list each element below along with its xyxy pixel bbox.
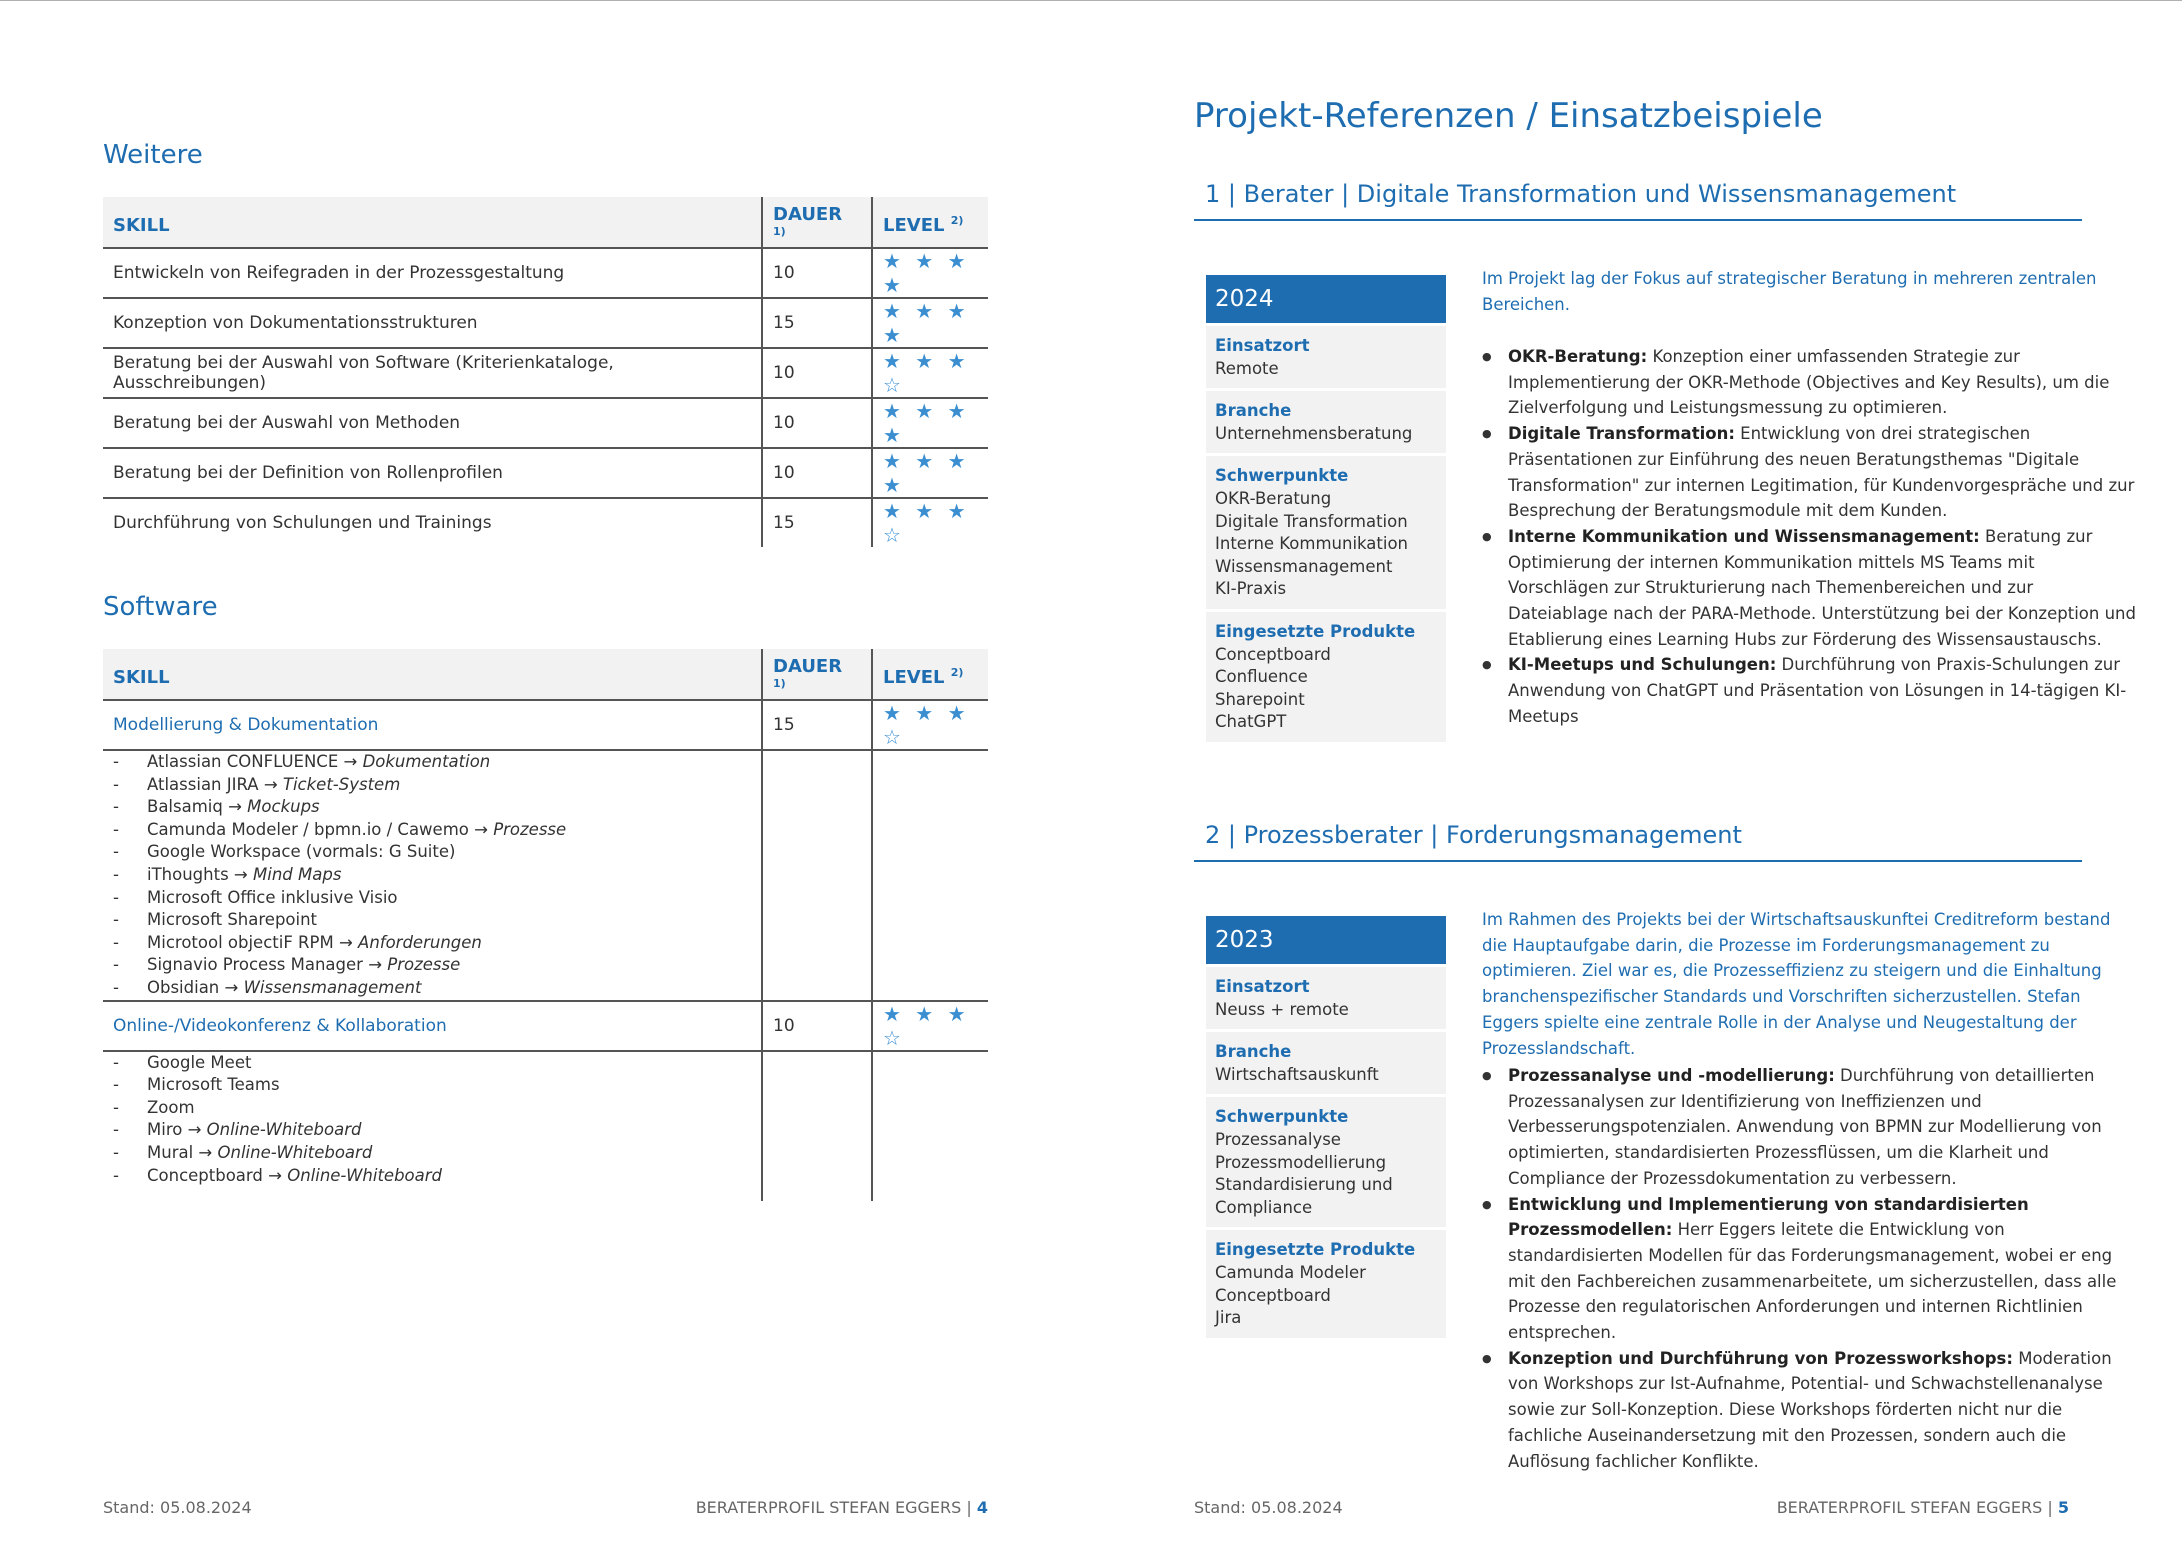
list-item: - Microsoft Office inklusive Visio xyxy=(147,887,751,910)
info-block-einsatzort: Einsatzort Neuss + remote xyxy=(1206,967,1446,1029)
project-heading-1: 1 | Berater | Digitale Transformation und Wissensmanagement xyxy=(1205,180,1957,208)
page-number: 5 xyxy=(2057,1498,2069,1517)
project-sidebar-1 xyxy=(1206,275,1446,742)
header-dauer: DAUER $^{1)}$ xyxy=(762,649,872,700)
empty-cell xyxy=(872,1051,988,1202)
header-level: LEVEL $^{2)}$ xyxy=(872,649,988,700)
level-stars: ★ ★ ★ ☆ xyxy=(872,700,988,750)
dauer-cell: 10 xyxy=(762,1001,872,1051)
info-block-branche: Branche Wirtschaftsauskunft xyxy=(1206,1032,1446,1094)
header-level: LEVEL $^{2)}$ xyxy=(872,197,988,248)
category-cell: Online-/Videokonferenz & Kollaboration xyxy=(103,1001,762,1051)
skill-cell: Konzeption von Dokumentationsstrukturen xyxy=(103,298,762,348)
list-item: ● Digitale Transformation: Entwicklung von drei strategischen Präsentationen zur Einführung des neuen Beratungsthemas "Digitale Transformation" zur internen Legitimation, für Kundenvorgespräche und zur Besprechung der Beratungsmodule mit dem Kunden. xyxy=(1508,421,2138,524)
skill-cell: Beratung bei der Auswahl von Software (Kriterienkataloge, Ausschreibungen) xyxy=(103,348,762,398)
category-row xyxy=(103,1001,988,1051)
project-year: 2024 xyxy=(1206,275,1446,323)
dauer-cell: 15 xyxy=(762,498,872,547)
category-row xyxy=(103,700,988,750)
table-header xyxy=(103,649,988,700)
list-item: - Microtool objectiF RPM → Anforderungen xyxy=(147,932,751,955)
table-row xyxy=(103,448,988,498)
list-item: - Microsoft Teams xyxy=(147,1074,751,1097)
list-item: - Camunda Modeler / bpmn.io / Cawemo → Prozesse xyxy=(147,819,751,842)
list-item: - Google Meet xyxy=(147,1052,751,1075)
dauer-cell: 10 xyxy=(762,348,872,398)
dauer-cell: 15 xyxy=(762,700,872,750)
skill-cell: Beratung bei der Auswahl von Methoden xyxy=(103,398,762,448)
level-stars: ★ ★ ★ ★ xyxy=(872,398,988,448)
skill-cell: Entwickeln von Reifegraden in der Prozessgestaltung xyxy=(103,248,762,298)
list-item: - Signavio Process Manager → Prozesse xyxy=(147,954,751,977)
level-stars: ★ ★ ★ ★ xyxy=(872,298,988,348)
list-item: ● KI-Meetups und Schulungen: Durchführung von Praxis-Schulungen zur Anwendung von ChatGPT und Präsentation von Lösungen in 14-tägigen KI-Meetups xyxy=(1508,652,2138,729)
page-number: 4 xyxy=(976,1498,988,1517)
category-cell: Modellierung & Dokumentation xyxy=(103,700,762,750)
project-intro-1: Im Projekt lag der Fokus auf strategischer Beratung in mehreren zentralen Bereichen. xyxy=(1482,269,2097,314)
empty-cell xyxy=(762,1051,872,1202)
section-title-weitere: Weitere xyxy=(103,140,203,170)
project-intro-2: Im Rahmen des Projekts bei der Wirtschaftsauskunftei Creditreform bestand die Hauptaufgabe darin, die Prozesse im Forderungsmanagement zu optimieren. Ziel war es, die Prozesseffizienz zu steigern und die Einhaltung branchenspezifischer Standards und Vorschriften sicherzustellen. Stefan Eggers spielte eine zentrale Rolle in der Analyse und Neugestaltung der Prozesslandschaft. xyxy=(1482,910,2111,1058)
project-bullets-2 xyxy=(1482,1063,2138,1474)
dauer-cell: 15 xyxy=(762,298,872,348)
dauer-cell: 10 xyxy=(762,248,872,298)
skill-cell: Beratung bei der Definition von Rollenprofilen xyxy=(103,448,762,498)
project-sidebar-2 xyxy=(1206,916,1446,1338)
list-item: - Zoom xyxy=(147,1097,751,1120)
tool-list-cell xyxy=(103,750,762,1001)
info-block-produkte: Eingesetzte Produkte Conceptboard Confluence Sharepoint ChatGPT xyxy=(1206,612,1446,742)
heading-rule xyxy=(1194,219,2082,221)
page-title: Projekt-Referenzen / Einsatzbeispiele xyxy=(1194,96,1823,136)
list-item: - Atlassian CONFLUENCE → Dokumentation xyxy=(147,751,751,774)
project-year: 2023 xyxy=(1206,916,1446,964)
list-item: ● Interne Kommunikation und Wissensmanagement: Beratung zur Optimierung der internen Kommunikation mittels MS Teams mit Vorschlägen zur Strukturierung nach Themenbereichen und zur Dateiablage nach der PARA-Methode. Unterstützung bei der Konzeption und Etablierung eines Learning Hubs zur Förderung des Wissensaustauschs. xyxy=(1508,524,2138,653)
header-skill: SKILL xyxy=(103,649,762,700)
level-stars: ★ ★ ★ ★ xyxy=(872,248,988,298)
list-item: - Mural → Online-Whiteboard xyxy=(147,1142,751,1165)
skill-cell: Durchführung von Schulungen und Trainings xyxy=(113,513,492,533)
table-header xyxy=(103,197,988,248)
list-item: ● OKR-Beratung: Konzeption einer umfassenden Strategie zur Implementierung der OKR-Methode (Objectives and Key Results), um die Zielverfolgung und Leistungsmessung zu optimieren. xyxy=(1508,344,2138,421)
info-block-schwerpunkte: Schwerpunkte Prozessanalyse Prozessmodellierung Standardisierung und Compliance xyxy=(1206,1097,1446,1227)
header-dauer: DAUER $^{1)}$ xyxy=(762,197,872,248)
list-item: ● Entwicklung und Implementierung von standardisierten Prozessmodellen: Herr Eggers leitete die Entwicklung von standardisierten Modellen für das Forderungsmanagement, wobei er eng mit den Fachbereichen zusammenarbeitete, um sicherzustellen, dass alle Prozesse den regulatorischen Anforderungen und internen Richtlinien entsprechen. xyxy=(1508,1192,2138,1346)
list-item: - Microsoft Sharepoint xyxy=(147,909,751,932)
list-item: - Obsidian → Wissensmanagement xyxy=(147,977,751,1000)
list-item: - Balsamiq → Mockups xyxy=(147,796,751,819)
empty-cell xyxy=(762,750,872,1001)
info-block-branche: Branche Unternehmensberatung xyxy=(1206,391,1446,453)
list-item: - iThoughts → Mind Maps xyxy=(147,864,751,887)
list-item: - Atlassian JIRA → Ticket-System xyxy=(147,774,751,797)
list-item: ● Prozessanalyse und -modellierung: Durchführung von detaillierten Prozessanalysen zur Identifizierung von Ineffizienzen und Verbesserungspotenzialen. Anwendung von BPMN zur Modellierung von optimierten, standardisierten Prozessflüssen, um die Klarheit und Compliance der Prozessdokumentation zu verbessern. xyxy=(1508,1063,2138,1192)
list-item: - Conceptboard → Online-Whiteboard xyxy=(147,1165,751,1188)
info-block-einsatzort: Einsatzort Remote xyxy=(1206,326,1446,388)
empty-cell xyxy=(872,750,988,1001)
table-row xyxy=(103,498,988,547)
footer-date: Stand: 05.08.2024 xyxy=(103,1498,252,1517)
level-stars: ★ ★ ★ ☆ xyxy=(872,498,988,547)
dauer-cell: 10 xyxy=(762,448,872,498)
list-item: - Miro → Online-Whiteboard xyxy=(147,1119,751,1142)
table-row xyxy=(103,398,988,448)
heading-rule xyxy=(1194,860,2082,862)
tool-list-cell xyxy=(103,1051,762,1202)
tool-list xyxy=(113,1052,751,1188)
tool-list-row xyxy=(103,750,988,1001)
level-stars: ★ ★ ★ ★ xyxy=(872,448,988,498)
info-block-produkte: Eingesetzte Produkte Camunda Modeler Conceptboard Jira xyxy=(1206,1230,1446,1337)
table-row xyxy=(103,248,988,298)
list-item: ● Konzeption und Durchführung von Prozessworkshops: Moderation von Workshops zur Ist-Aufnahme, Potential- und Schwachstellenanalyse sowie zur Soll-Konzeption. Diese Workshops förderten nicht nur die fachliche Auseinandersetzung mit den Prozessen, sondern auch die Auflösung fachlicher Konflikte. xyxy=(1508,1346,2138,1475)
table-software xyxy=(103,649,988,1201)
table-weitere xyxy=(103,197,988,547)
level-stars: ★ ★ ★ ☆ xyxy=(872,348,988,398)
level-stars: ★ ★ ★ ☆ xyxy=(872,1001,988,1051)
tool-list-row xyxy=(103,1051,988,1202)
dauer-cell: 10 xyxy=(762,398,872,448)
table-row xyxy=(103,298,988,348)
header-skill: SKILL xyxy=(103,197,762,248)
project-heading-2: 2 | Prozessberater | Forderungsmanagement xyxy=(1205,821,1742,849)
section-title-software: Software xyxy=(103,592,218,622)
tool-list xyxy=(113,751,751,1000)
footer-profile: BERATERPROFIL STEFAN EGGERS | 5 xyxy=(1776,1498,2069,1517)
page-5 xyxy=(1091,0,2182,1542)
footer-profile: BERATERPROFIL STEFAN EGGERS | 4 xyxy=(695,1498,988,1517)
info-block-schwerpunkte: Schwerpunkte OKR-Beratung Digitale Transformation Interne Kommunikation Wissensmanagement KI-Praxis xyxy=(1206,456,1446,609)
project-bullets-1 xyxy=(1482,344,2138,730)
list-item: - Google Workspace (vormals: G Suite) xyxy=(147,841,751,864)
footer-date: Stand: 05.08.2024 xyxy=(1194,1498,1343,1517)
table-row xyxy=(103,348,988,398)
